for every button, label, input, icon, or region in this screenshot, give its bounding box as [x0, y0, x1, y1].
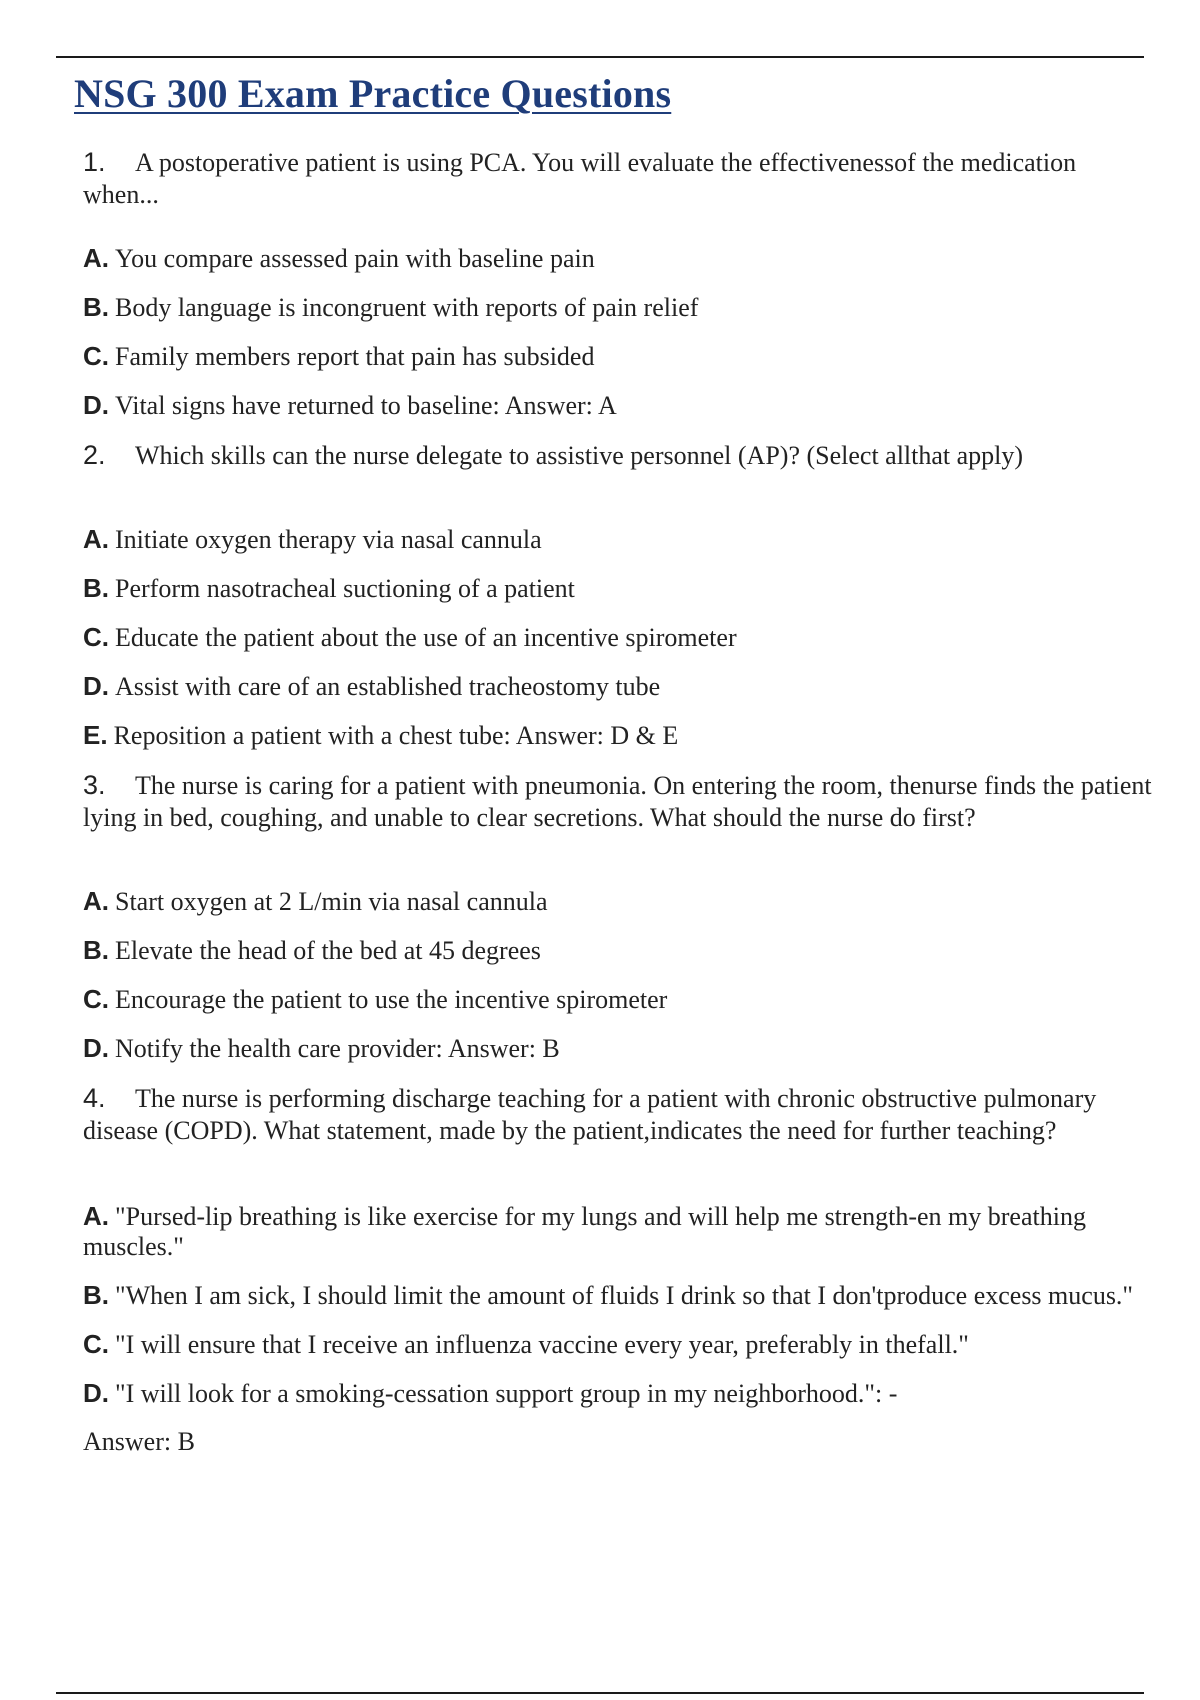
option-label: B. [83, 1280, 109, 1310]
option-label: B. [83, 935, 109, 965]
page-title: NSG 300 Exam Practice Questions [74, 71, 672, 116]
question-number: 3. [83, 770, 106, 800]
question-2-options [83, 524, 1153, 751]
option-text: Initiate oxygen therapy via nasal cannula [115, 525, 542, 554]
option-label: C. [83, 622, 109, 652]
option-text: Body language is incongruent with reports of pain relief [115, 293, 699, 322]
question-text: Which skills can the nurse delegate to assistive personnel (AP)? (Select allthat apply) [135, 441, 1024, 470]
option-text: Educate the patient about the use of an incentive spirometer [115, 623, 737, 652]
option-label: C. [83, 341, 109, 371]
option-text: Start oxygen at 2 L/min via nasal cannula [115, 887, 548, 916]
question-4 [83, 1082, 1153, 1147]
option-item [83, 341, 1153, 372]
question-1 [83, 146, 1153, 211]
question-2 [83, 439, 1153, 472]
option-item [83, 671, 1153, 702]
option-text: You compare assessed pain with baseline pain [115, 244, 595, 273]
option-label: B. [83, 573, 109, 603]
option-item [83, 935, 1153, 966]
option-item [83, 573, 1153, 604]
option-item [83, 1329, 1153, 1360]
option-item [83, 622, 1153, 653]
option-item [83, 292, 1153, 323]
option-label: D. [83, 390, 109, 420]
option-item [83, 243, 1153, 274]
option-item [83, 886, 1153, 917]
option-label: C. [83, 984, 109, 1014]
answer-text: Answer: B [83, 1427, 195, 1456]
option-label: A. [83, 1201, 109, 1231]
option-label: A. [83, 243, 109, 273]
option-item [83, 1033, 1153, 1064]
option-text: "When I am sick, I should limit the amount of fluids I drink so that I don'tproduce excess mucus." [115, 1281, 1134, 1310]
question-list [83, 146, 1153, 1457]
question-1-options [83, 243, 1153, 421]
option-label: D. [83, 1033, 109, 1063]
option-item [83, 524, 1153, 555]
option-item [83, 984, 1153, 1015]
question-number: 2. [83, 440, 106, 470]
question-4-options [83, 1201, 1153, 1409]
option-text: "Pursed-lip breathing is like exercise for my lungs and will help me strength-en my breathing muscles." [83, 1202, 1086, 1261]
option-text: Reposition a patient with a chest tube: Answer: D & E [113, 721, 679, 750]
option-label: D. [83, 1378, 109, 1408]
option-label: A. [83, 524, 109, 554]
option-item [83, 390, 1153, 421]
option-label: C. [83, 1329, 109, 1359]
option-text: Perform nasotracheal suctioning of a patient [115, 574, 575, 603]
option-label: D. [83, 671, 109, 701]
question-number: 1. [83, 147, 106, 177]
option-text: "I will look for a smoking-cessation support group in my neighborhood.": - [115, 1379, 898, 1408]
option-text: Elevate the head of the bed at 45 degrees [115, 936, 541, 965]
question-number: 4. [83, 1083, 106, 1113]
option-text: Vital signs have returned to baseline: Answer: A [115, 391, 617, 420]
question-3-options [83, 886, 1153, 1064]
top-rule [56, 56, 1144, 58]
option-text: Assist with care of an established tracheostomy tube [115, 672, 661, 701]
option-item [83, 720, 1153, 751]
question-text: The nurse is caring for a patient with pneumonia. On entering the room, thenurse finds the patient lying in bed, coughing, and unable to clear secretions. What should the nurse do first? [83, 771, 1152, 832]
option-label: E. [83, 720, 108, 750]
option-item [83, 1280, 1153, 1311]
question-3 [83, 769, 1153, 834]
option-text: Notify the health care provider: Answer: B [115, 1034, 560, 1063]
option-item [83, 1378, 1153, 1409]
option-label: A. [83, 886, 109, 916]
option-text: "I will ensure that I receive an influenza vaccine every year, preferably in thefall." [115, 1330, 969, 1359]
option-text: Encourage the patient to use the incentive spirometer [115, 985, 668, 1014]
bottom-rule [56, 1692, 1144, 1694]
question-text: A postoperative patient is using PCA. You will evaluate the effectivenessof the medication when... [83, 148, 1077, 209]
option-item [83, 1201, 1153, 1262]
question-text: The nurse is performing discharge teaching for a patient with chronic obstructive pulmonary disease (COPD). What statement, made by the patient,indicates the need for further teaching? [83, 1084, 1097, 1145]
option-label: B. [83, 292, 109, 322]
option-text: Family members report that pain has subsided [115, 342, 595, 371]
